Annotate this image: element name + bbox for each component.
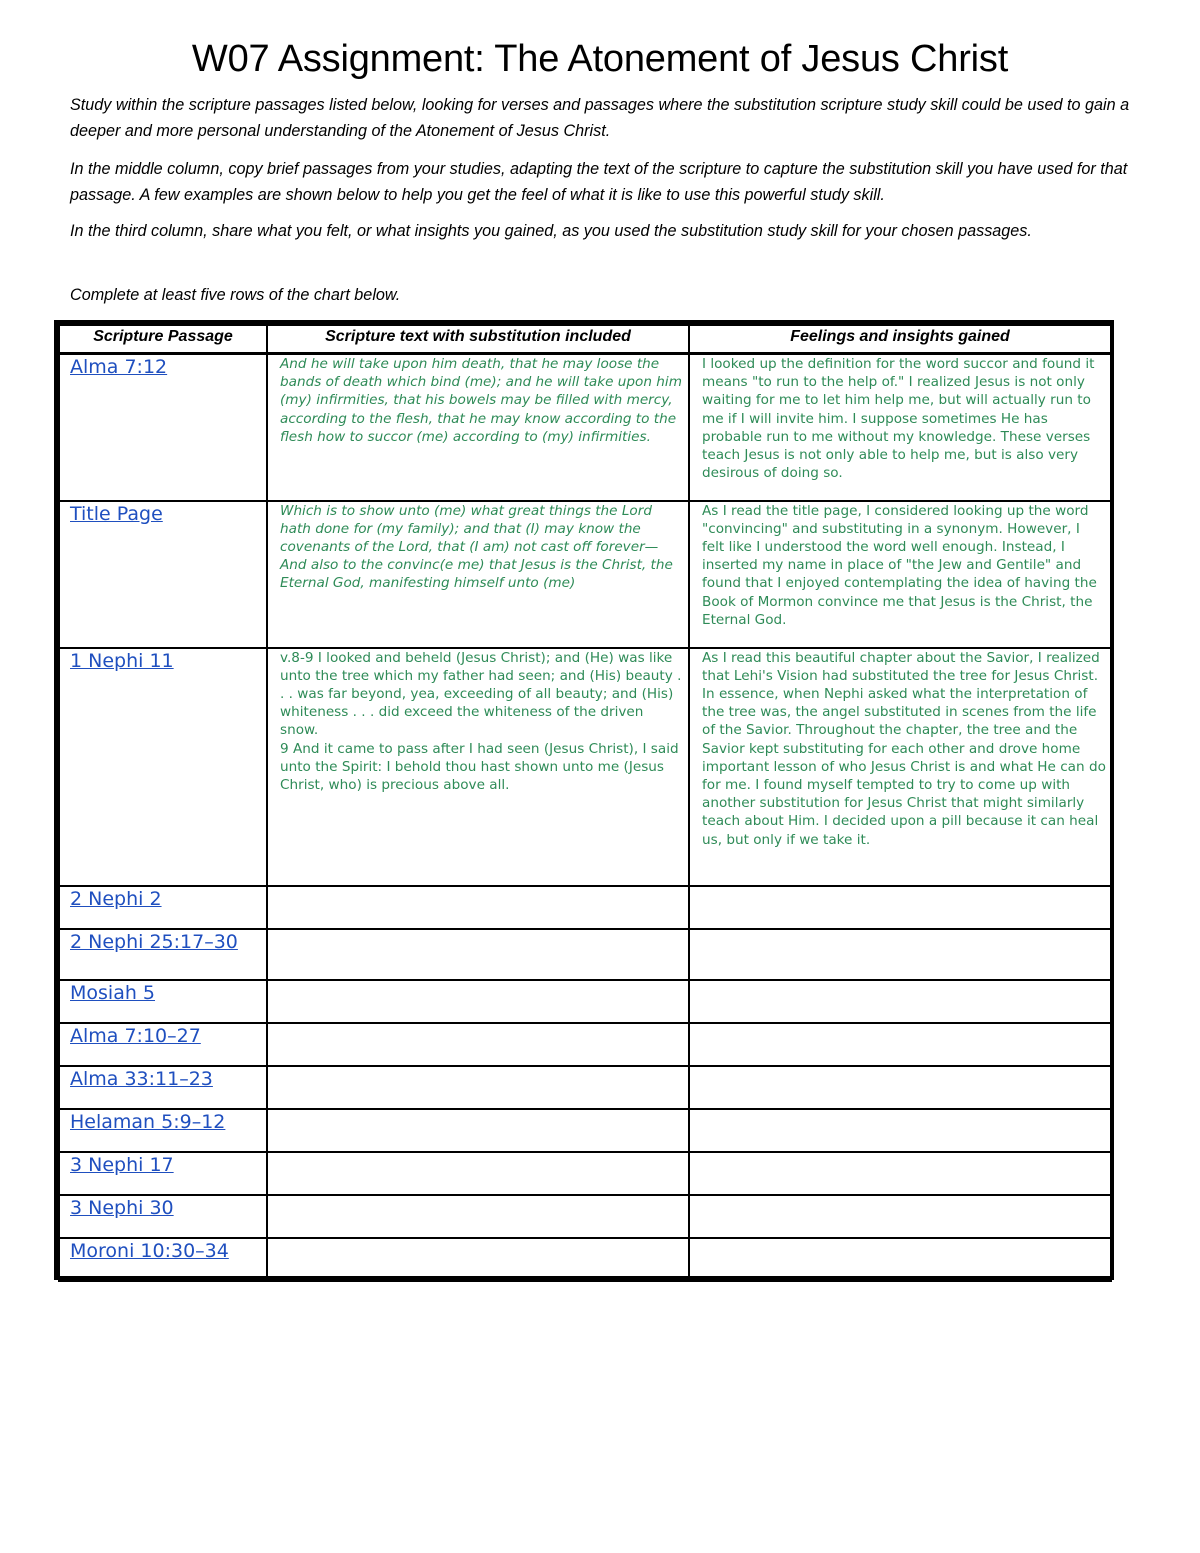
table-row bbox=[59, 1109, 1111, 1152]
header-scripture-passage: Scripture Passage bbox=[59, 325, 267, 354]
passage-cell bbox=[59, 648, 267, 886]
intro-paragraph: In the middle column, copy brief passages from your studies, adapting the text of the scripture to capture the substitution skill you have used for that passage. A few examples are shown below to help you get the feel of what it is like to use this powerful study skill. bbox=[70, 160, 1128, 204]
substitution-text-cell[interactable] bbox=[267, 886, 689, 929]
substitution-text-cell[interactable] bbox=[267, 1238, 689, 1281]
insight-cell[interactable]: As I read the title page, I considered looking up the word "convincing" and substituting in a synonym. However, I felt like I understood the word well enough. Instead, I inserted my name in place of "the Jew and Gentile" and found that I enjoyed contemplating the idea of having the Book of Mormon convince me that Jesus is the Christ, the Eternal God. bbox=[689, 501, 1111, 648]
table-row bbox=[59, 1066, 1111, 1109]
substitution-text-cell[interactable] bbox=[267, 980, 689, 1023]
insight-cell[interactable] bbox=[689, 886, 1111, 929]
passage-link[interactable]: 2 Nephi 25:17–30 bbox=[70, 930, 238, 953]
substitution-text-cell[interactable]: And he will take upon him death, that he may loose the bands of death which bind (me); and he will take upon him (my) infirmities, that his bowels may be filled with mercy, according to the flesh, that he may know according to the flesh how to succor (me) according to (my) infirmities. bbox=[267, 354, 689, 501]
passage-link[interactable]: Title Page bbox=[70, 502, 163, 525]
substitution-text-cell[interactable] bbox=[267, 929, 689, 980]
passage-link[interactable]: Mosiah 5 bbox=[70, 981, 156, 1004]
insight-cell[interactable] bbox=[689, 1195, 1111, 1238]
substitution-text-line: v.8-9 I looked and beheld (Jesus Christ); and (He) was like unto the tree which my father had seen; and (His) beauty . . . was far beyond, yea, exceeding of all beauty; and (His) whiteness . . . did exceed the whiteness of the driven snow. bbox=[280, 649, 682, 739]
passage-cell bbox=[59, 1066, 267, 1109]
passage-link[interactable]: 3 Nephi 30 bbox=[70, 1196, 174, 1219]
passage-link[interactable]: 1 Nephi 11 bbox=[70, 649, 174, 672]
substitution-text-cell[interactable] bbox=[267, 1195, 689, 1238]
assignment-table bbox=[58, 324, 1112, 1282]
insight-cell[interactable]: As I read this beautiful chapter about the Savior, I realized that Lehi's Vision had substituted the tree for Jesus Christ. In essence, when Nephi asked what the interpretation of the tree was, the angel substituted in scenes from the life of the Savior. Throughout the chapter, the tree and the Savior kept substituting for each other and drove home important lesson of who Jesus Christ is and what He can do for me. I found myself tempted to try to come up with another substitution for Jesus Christ that might similarly teach about Him. I decided upon a pill because it can heal us, but only if we take it. bbox=[689, 648, 1111, 886]
header-scripture-text: Scripture text with substitution included bbox=[267, 325, 689, 354]
table-row bbox=[59, 501, 1111, 648]
table-row bbox=[59, 648, 1111, 886]
passage-link[interactable]: 2 Nephi 2 bbox=[70, 887, 162, 910]
substitution-text-cell[interactable] bbox=[267, 1109, 689, 1152]
insight-cell[interactable] bbox=[689, 1109, 1111, 1152]
passage-cell bbox=[59, 501, 267, 648]
insight-cell[interactable]: I looked up the definition for the word succor and found it means "to run to the help of." I realized Jesus is not only waiting for me to let him help me, but will actually run to me if I will invite him. I suppose sometimes He has probable run to me without my knowledge. These verses teach Jesus is not only able to help me, but is also very desirous of doing so. bbox=[689, 354, 1111, 501]
passage-cell bbox=[59, 1023, 267, 1066]
passage-link[interactable]: 3 Nephi 17 bbox=[70, 1153, 174, 1176]
substitution-text-cell[interactable] bbox=[267, 648, 689, 886]
passage-link[interactable]: Helaman 5:9–12 bbox=[70, 1110, 226, 1133]
table-row bbox=[59, 1152, 1111, 1195]
table-row bbox=[59, 980, 1111, 1023]
passage-cell bbox=[59, 1238, 267, 1281]
substitution-text-line: 9 And it came to pass after I had seen (Jesus Christ), I said unto the Spirit: I behold thou hast shown unto me (Jesus Christ, who) is precious above all. bbox=[280, 740, 679, 793]
intro-paragraph: Complete at least five rows of the chart below. bbox=[70, 286, 401, 304]
insight-cell[interactable] bbox=[689, 980, 1111, 1023]
passage-link[interactable]: Alma 33:11–23 bbox=[70, 1067, 213, 1090]
intro-paragraph: In the third column, share what you felt, or what insights you gained, as you used the substitution study skill for your chosen passages. bbox=[70, 222, 1032, 240]
passage-cell bbox=[59, 354, 267, 501]
table-row bbox=[59, 354, 1111, 501]
passage-cell bbox=[59, 886, 267, 929]
insight-cell[interactable] bbox=[689, 1023, 1111, 1066]
passage-link[interactable]: Alma 7:10–27 bbox=[70, 1024, 201, 1047]
passage-cell bbox=[59, 980, 267, 1023]
passage-link[interactable]: Alma 7:12 bbox=[70, 356, 168, 378]
table-row bbox=[59, 1238, 1111, 1281]
table-row bbox=[59, 929, 1111, 980]
page-title: W07 Assignment: The Atonement of Jesus Christ bbox=[191, 38, 1009, 80]
intro-paragraph: Study within the scripture passages listed below, looking for verses and passages where the substitution scripture study skill could be used to gain a deeper and more personal understanding of the Atonement of Jesus Christ. bbox=[70, 96, 1130, 140]
table-row bbox=[59, 1195, 1111, 1238]
table-header-row bbox=[59, 325, 1111, 354]
substitution-text-cell[interactable] bbox=[267, 1152, 689, 1195]
substitution-text-cell[interactable] bbox=[267, 1066, 689, 1109]
header-feelings-insights: Feelings and insights gained bbox=[689, 325, 1111, 354]
passage-link[interactable]: Moroni 10:30–34 bbox=[70, 1239, 229, 1262]
insight-cell[interactable] bbox=[689, 1066, 1111, 1109]
insight-cell[interactable] bbox=[689, 1238, 1111, 1281]
substitution-text-cell[interactable] bbox=[267, 1023, 689, 1066]
passage-cell bbox=[59, 1152, 267, 1195]
passage-cell bbox=[59, 1195, 267, 1238]
table-row bbox=[59, 886, 1111, 929]
insight-cell[interactable] bbox=[689, 1152, 1111, 1195]
assignment-table-frame bbox=[54, 320, 1114, 1280]
passage-cell bbox=[59, 929, 267, 980]
substitution-text-cell[interactable]: Which is to show unto (me) what great things the Lord hath done for (my family); and that (I) may know the covenants of the Lord, that (I am) not cast off forever—And also to the convinc(e me) that Jesus is the Christ, the Eternal God, manifesting himself unto (me) bbox=[267, 501, 689, 648]
table-row bbox=[59, 1023, 1111, 1066]
passage-cell bbox=[59, 1109, 267, 1152]
insight-cell[interactable] bbox=[689, 929, 1111, 980]
